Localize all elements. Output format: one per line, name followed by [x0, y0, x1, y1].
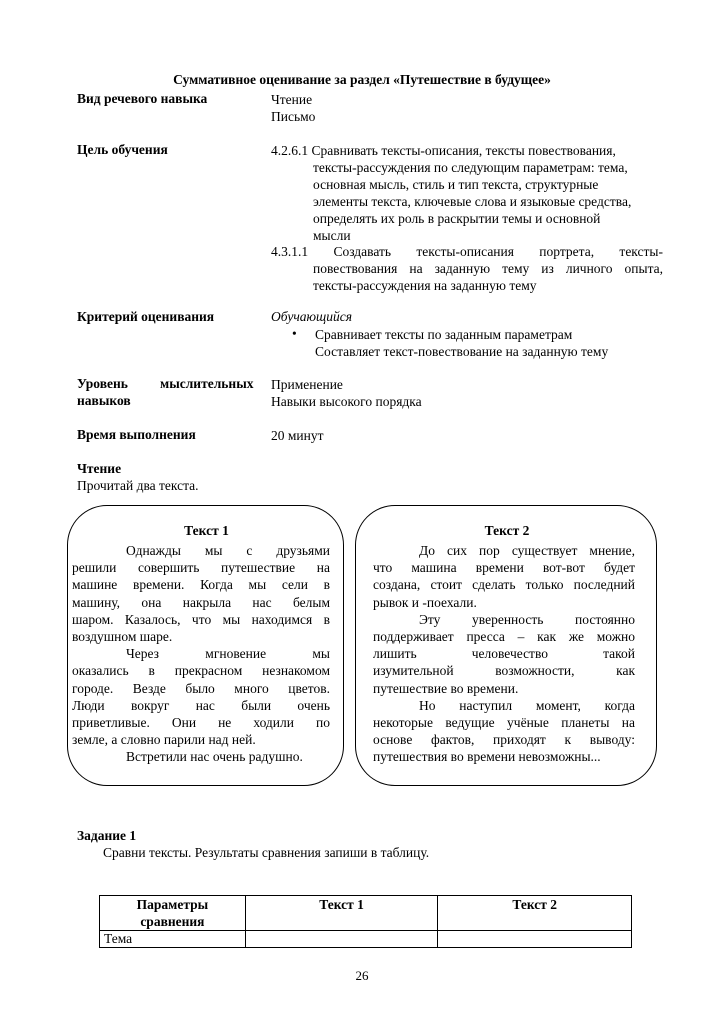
text2-line: Эту уверенность постоянно — [419, 611, 635, 627]
text1-title: Текст 1 — [184, 523, 229, 538]
text2-line: рывок и -поехали. — [373, 594, 477, 610]
text2-line: путешествия во времени невозможны... — [373, 749, 601, 765]
text1-line: Через мгновение мы — [126, 646, 330, 662]
reading-instruction: Прочитай два текста. — [77, 478, 199, 493]
skill-value: Письмо — [271, 109, 316, 124]
text2-line: основе фактов, приходят к выводу: — [373, 732, 635, 748]
table-cell[interactable] — [245, 931, 438, 948]
criterion-label: Критерий оценивания — [77, 309, 215, 324]
text1-line: шаром. Казалось, что мы находимся в — [72, 611, 330, 627]
objective-line: элементы текста, ключевые слова и языковые средства, — [313, 194, 632, 209]
text2-line: путешествие во времени. — [373, 680, 519, 696]
table-cell: Тема — [100, 931, 246, 948]
text1-line: Встретили нас очень радушно. — [126, 749, 303, 765]
text2-line: создана, стоит сделать только последний — [373, 577, 635, 593]
table-cell[interactable] — [438, 931, 632, 948]
thinking-label-line2: навыков — [77, 393, 131, 408]
text2-body — [373, 542, 635, 766]
learner-label: Обучающийся — [271, 309, 353, 324]
task1-instruction: Сравни тексты. Результаты сравнения запиши в таблицу. — [103, 845, 430, 860]
skill-label: Вид речевого навыка — [77, 91, 208, 106]
table-header-row — [100, 896, 632, 931]
objective-line: мысли — [313, 228, 351, 243]
table-header-cell: Текст 1 — [245, 896, 438, 931]
thinking-label-line1: Уровень — [77, 376, 128, 391]
text1-body — [72, 542, 330, 766]
thinking-value: Навыки высокого порядка — [271, 394, 422, 409]
thinking-values — [271, 376, 422, 410]
comparison-table — [99, 895, 632, 948]
time-label: Время выполнения — [77, 427, 196, 442]
table-header-cell: Параметры сравнения — [100, 896, 246, 931]
objective-item — [271, 142, 663, 244]
text1-line: земле, а словно парили над ней. — [72, 732, 256, 748]
criterion-item: Составляет текст-повествование на заданную тему — [315, 344, 609, 359]
criterion-list — [315, 326, 608, 360]
reading-heading: Чтение — [77, 461, 122, 476]
text2-box — [355, 505, 657, 786]
bullet-icon: • — [292, 326, 297, 341]
objective-line: 4.3.1.1 Создавать тексты-описания портрета, тексты- — [271, 244, 663, 259]
text2-line: некоторые ведущие учёные планеты на — [373, 715, 635, 731]
time-value: 20 минут — [271, 428, 324, 443]
text1-line: решили совершить путешествие на — [72, 560, 330, 576]
text1-line: Люди вокруг нас были очень — [72, 697, 330, 713]
objective-label: Цель обучения — [77, 142, 168, 157]
skill-value: Чтение — [271, 92, 313, 107]
text2-line: что машина времени вот-вот будет — [373, 560, 635, 576]
objective-line: определять их роль в раскрытии темы и основной — [313, 211, 601, 226]
text2-line: поддерживает пресса – как же можно — [373, 629, 635, 645]
text2-line: лишить человечество такой — [373, 646, 635, 662]
text1-line: городе. Везде было много цветов. — [72, 680, 330, 696]
text1-line: воздушном шаре. — [72, 629, 173, 645]
page-title: Суммативное оценивание за раздел «Путешествие в будущее» — [173, 72, 551, 87]
text2-line: Но наступил момент, когда — [419, 697, 635, 713]
table-header-cell: Текст 2 — [438, 896, 632, 931]
text1-line: приветливые. Они не ходили по — [72, 715, 330, 731]
task1-heading: Задание 1 — [77, 828, 137, 843]
text1-line: Однажды мы с друзьями — [126, 543, 330, 558]
page-number: 26 — [355, 968, 369, 983]
text1-line: оказались в прекрасном незнакомом — [72, 663, 330, 679]
table-row — [100, 931, 632, 948]
objective-line: тексты-рассуждения на заданную тему — [313, 278, 537, 293]
skill-values — [271, 91, 315, 125]
objective-line: повествования на заданную тему из личного опыта, — [313, 261, 663, 276]
objective-line: тексты-рассуждения по следующим параметрам: тема, — [313, 160, 628, 175]
objective-line: основная мысль, стиль и тип текста, структурные — [313, 177, 599, 192]
text1-box — [67, 505, 344, 786]
text1-line: машине времени. Когда мы сели в — [72, 577, 330, 593]
thinking-value: Применение — [271, 377, 343, 392]
text2-line: До сих пор существует мнение, — [419, 543, 635, 558]
text2-title: Текст 2 — [484, 523, 530, 538]
objective-line: 4.2.6.1 Сравнивать тексты-описания, тексты повествования, — [271, 143, 616, 158]
text1-line: машину, она накрыла нас белым — [72, 594, 330, 610]
objective-item — [271, 243, 663, 294]
text2-line: изумительной возможности, как — [373, 663, 635, 679]
criterion-item: Сравнивает тексты по заданным параметрам — [315, 327, 573, 342]
thinking-label-line1b: мыслительных — [160, 376, 254, 391]
